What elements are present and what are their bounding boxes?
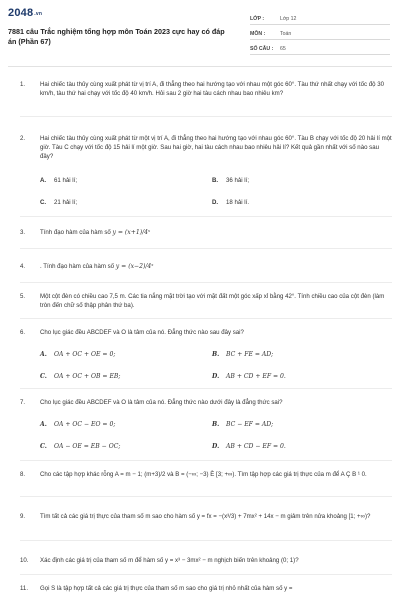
site-logo[interactable] xyxy=(8,7,42,19)
option-key: A. xyxy=(40,351,47,358)
question-divider xyxy=(20,540,392,541)
option-value: AB + CD − EF = 0. xyxy=(226,443,286,450)
question-number: 11. xyxy=(20,585,29,592)
question-body xyxy=(40,262,392,271)
header-divider xyxy=(8,66,392,67)
option-key: B. xyxy=(212,421,220,428)
question-body xyxy=(40,228,392,237)
option-key: B. xyxy=(212,351,220,358)
logo-text: 2048 xyxy=(8,7,34,19)
question-number: 10. xyxy=(20,557,29,564)
option-b[interactable] xyxy=(212,420,273,429)
meta-panel xyxy=(250,13,390,58)
option-value: OA + OC + OE = 0; xyxy=(54,351,116,358)
question-text: Tìm tất cả các giá trị thực của tham số m sao cho hàm số y = fx = −(x³/3) + 7mx² + 14x − m giảm trên nửa khoảng [1; +∞)? xyxy=(40,513,371,520)
question-number: 3. xyxy=(20,229,26,236)
question-text: Một cột đèn có chiều cao 7,5 m. Các tia nắng mặt trời tạo với mặt đất một góc xấp xỉ bằng 42°. Tính chiều cao của cột đèn (làm tròn đến chữ số thập phân thứ ba). xyxy=(40,293,385,309)
meta-row-subject xyxy=(250,28,390,40)
option-d[interactable] xyxy=(212,372,286,381)
question-number: 6. xyxy=(20,329,26,336)
option-b[interactable] xyxy=(212,176,249,185)
meta-value: Lớp 12 xyxy=(280,15,297,22)
option-value: BC − EF = AD; xyxy=(226,421,274,428)
question-text: Tính đạo hàm của hàm số xyxy=(40,229,111,236)
option-b[interactable] xyxy=(212,350,273,359)
question-number: 5. xyxy=(20,293,26,300)
page-title: 7881 câu Trắc nghiệm tổng hợp môn Toán 2023 cực hay có đáp án (Phần 67) xyxy=(8,27,225,46)
meta-row-class xyxy=(250,13,390,25)
question-5 xyxy=(20,292,392,310)
option-value: AB + CD + EF = 0. xyxy=(226,373,286,380)
option-value: OA − OE = EB − OC; xyxy=(54,443,121,450)
question-8 xyxy=(20,470,392,479)
question-divider xyxy=(20,282,392,283)
question-divider xyxy=(20,388,392,389)
option-value: 36 hải lí; xyxy=(226,177,250,184)
option-key: D. xyxy=(212,373,220,380)
question-2 xyxy=(20,134,392,161)
meta-label: MÔN : xyxy=(250,30,266,37)
question-text: Cho lục giác đều ABCDEF và O là tâm của nó. Đẳng thức nào dưới đây là đẳng thức sai? xyxy=(40,399,283,406)
question-number: 2. xyxy=(20,135,26,142)
question-11 xyxy=(20,584,392,593)
option-a[interactable] xyxy=(40,420,115,429)
question-divider xyxy=(20,116,392,117)
option-c[interactable] xyxy=(40,198,77,207)
meta-value: Toán xyxy=(280,30,292,37)
question-divider xyxy=(20,318,392,319)
question-number: 7. xyxy=(20,399,26,406)
option-value: 61 hải lí; xyxy=(54,177,78,184)
question-6 xyxy=(20,328,392,337)
option-key: B. xyxy=(212,177,219,184)
option-value: OA + OC + OB = EB; xyxy=(54,373,121,380)
option-a[interactable] xyxy=(40,350,115,359)
formula: y = (x+1)/4ˣ xyxy=(112,229,151,236)
option-key: D. xyxy=(212,199,219,206)
question-text: Xác định các giá trị của tham số m để hàm số y = x³ − 3mx² − m nghịch biến trên khoảng (0; 1)? xyxy=(40,557,299,564)
question-text: Hai chiếc tàu thủy cùng xuất phát từ vị trí A, đi thẳng theo hai hướng tạo với nhau một góc 60°. Tàu thứ nhất chạy với tốc độ 30 km/h, tàu thứ hai chạy với tốc độ 40 km/h. Hỏi sau 2 giờ hai tàu cách nhau bao nhiêu km? xyxy=(40,81,384,97)
option-key: A. xyxy=(40,177,47,184)
question-7 xyxy=(20,398,392,407)
question-9 xyxy=(20,512,392,521)
option-value: OA + OC − EO = 0; xyxy=(54,421,116,428)
option-key: C. xyxy=(40,199,47,206)
option-value: 18 hải lí. xyxy=(226,199,250,206)
question-text: Cho lục giác đều ABCDEF và O là tâm của nó. Đẳng thức nào sau đây sai? xyxy=(40,329,244,336)
option-value: BC + FE = AD; xyxy=(226,351,274,358)
question-divider xyxy=(20,248,392,249)
option-d[interactable] xyxy=(212,442,286,451)
option-c[interactable] xyxy=(40,372,120,381)
question-10 xyxy=(20,556,392,565)
meta-value: 65 xyxy=(280,45,286,52)
question-3 xyxy=(20,228,392,237)
option-key: D. xyxy=(212,443,220,450)
option-d[interactable] xyxy=(212,198,249,207)
question-number: 8. xyxy=(20,471,26,478)
option-key: A. xyxy=(40,421,47,428)
meta-label: LỚP : xyxy=(250,15,265,22)
option-c[interactable] xyxy=(40,442,120,451)
option-a[interactable] xyxy=(40,176,77,185)
question-number: 1. xyxy=(20,81,26,88)
question-4 xyxy=(20,262,392,271)
question-number: 9. xyxy=(20,513,26,520)
option-value: 21 hải lí; xyxy=(54,199,78,206)
logo-suffix: .vn xyxy=(34,11,43,17)
formula: y = (x−2)/4ˣ xyxy=(115,263,154,270)
question-text: Hai chiếc tàu thủy cùng xuất phát từ một vị trí A, đi thẳng theo hai hướng tạo với nhau góc 60°. Tàu B chạy với tốc độ 20 hải lí một giờ. Tàu C chạy với tốc độ 15 hải lí một giờ. Sau hai giờ, hai tàu cách nhau bao nhiêu hải lí? Kết quả gần nhất với số nào sau đây? xyxy=(40,135,392,160)
question-divider xyxy=(20,460,392,461)
question-text: Cho các tập hợp khác rỗng A = m − 1; (m+3)/2 và B = (−∞; −3) È [3; +∞). Tìm tập hợp các giá trị thực của m để A Ç B ¹ 0. xyxy=(40,471,367,478)
question-1 xyxy=(20,80,392,98)
question-number: 4. xyxy=(20,263,26,270)
question-text: Gọi S là tập hợp tất cả các giá trị thực của tham số m sao cho giá trị nhỏ nhất của hàm số y = xyxy=(40,585,293,592)
option-key: C. xyxy=(40,373,47,380)
question-text: . Tính đạo hàm của hàm số xyxy=(40,263,115,270)
meta-label: SỐ CÂU : xyxy=(250,45,274,52)
option-key: C. xyxy=(40,443,47,450)
question-divider xyxy=(20,574,392,575)
question-divider xyxy=(20,216,392,217)
question-divider xyxy=(20,496,392,497)
meta-row-count xyxy=(250,43,390,55)
